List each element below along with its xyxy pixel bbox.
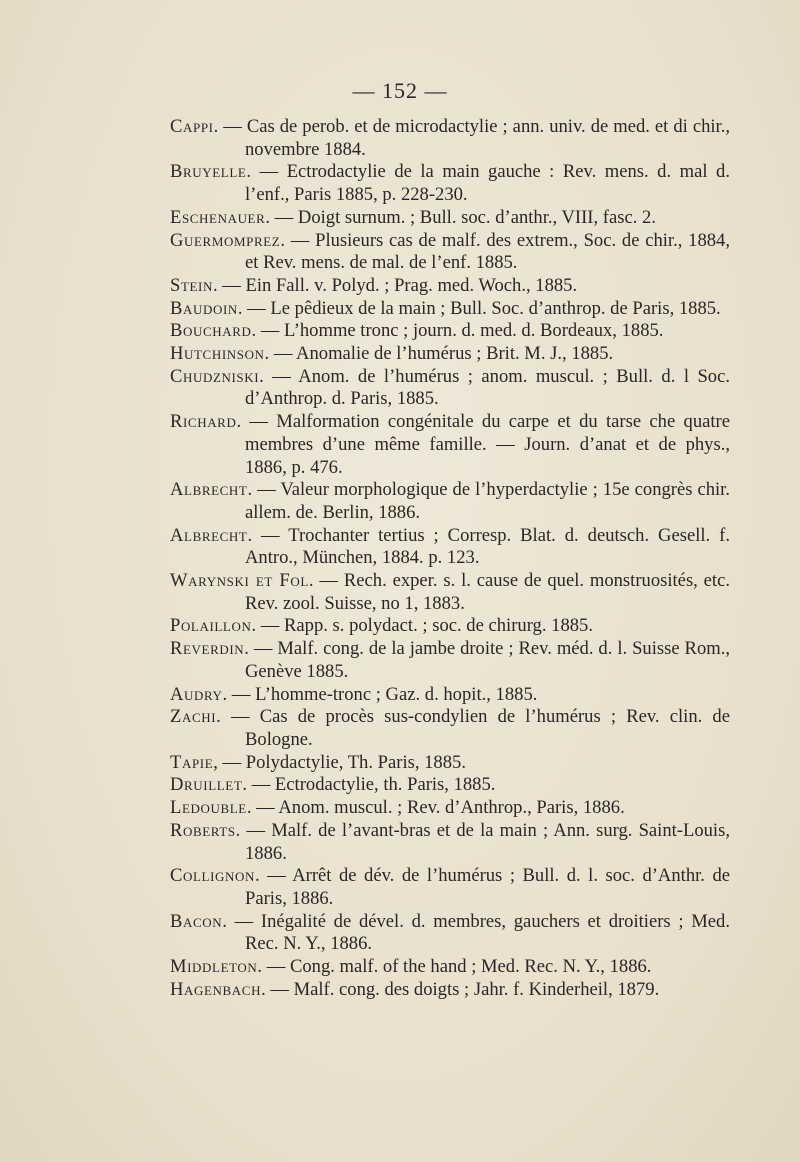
- bibliography-entry: [170, 343, 730, 366]
- entry-text: . — Rapp. s. polydact. ; soc. de chirurg. 1885.: [251, 615, 593, 637]
- entry-text: . — Ectrodactylie de la main gauche : Rev. mens. d. mal d. l’enf., Paris 1885, p. 228-230.: [245, 161, 730, 206]
- bibliography-entry: [170, 706, 730, 751]
- bibliography-entry: [170, 275, 730, 298]
- entry-text: . — Malformation congénitale du carpe et du tarse che quatre membres d’une même famille. — Journ. d’anat et de phys., 1886, p. 476.: [236, 411, 730, 478]
- entry-author: Middleton: [170, 956, 258, 978]
- bibliography-entry: [170, 820, 730, 865]
- entry-author: Ledouble: [170, 797, 247, 819]
- entry-text: . — Inégalité de dével. d. membres, gauchers et droitiers ; Med. Rec. N. Y., 1886.: [222, 910, 730, 955]
- entry-author: Stein: [170, 274, 213, 296]
- entry-author: Baudoin: [170, 297, 238, 319]
- bibliography-entry: [170, 161, 730, 206]
- entry-text: . — Malf. cong. de la jambe droite ; Rev. méd. d. l. Suisse Rom., Genève 1885.: [244, 638, 730, 682]
- bibliography-entry: [170, 752, 730, 775]
- entry-text: . — Valeur morphologique de l’hyperdactylie ; 15e congrès chir. allem. de. Berlin, 1886.: [245, 479, 730, 523]
- entry-author: Cappi: [170, 116, 214, 137]
- entry-author: Bruyelle: [170, 161, 247, 183]
- entry-text: . — Le pêdieux de la main ; Bull. Soc. d’anthrop. de Paris, 1885.: [237, 297, 721, 319]
- entry-text: . — Doigt surnum. ; Bull. soc. d’anthr., VIII, fasc. 2.: [265, 206, 656, 228]
- bibliography-entry: [170, 207, 730, 230]
- bibliography-entry: [170, 320, 730, 343]
- bibliography-entry: [170, 525, 730, 570]
- entry-author: Roberts: [170, 819, 236, 841]
- bibliography-entry: [170, 366, 730, 411]
- bibliography-entry: [170, 411, 730, 479]
- bibliography-entry: [170, 638, 730, 683]
- entry-author: Druillet: [170, 774, 243, 796]
- entry-text: . — Cas de procès sus-condylien de l’humérus ; Rev. clin. de Bologne.: [216, 706, 730, 750]
- entry-author: Eschenauer: [170, 206, 266, 228]
- entry-author: Reverdin: [170, 638, 245, 660]
- entry-author: Polaillon: [170, 615, 252, 637]
- entry-author: Hagenbach: [170, 978, 262, 1000]
- entry-author: Audry: [170, 683, 223, 705]
- entry-text: . — Cas de perob. et de microdactylie ; ann. univ. de med. et di chir., novembre 1884.: [213, 116, 730, 160]
- bibliography-entry: [170, 298, 730, 321]
- entry-text: . — Malf. de l’avant-bras et de la main ; Ann. surg. Saint-Louis, 1886.: [235, 819, 730, 864]
- entry-text: . — Anom. muscul. ; Rev. d’Anthrop., Paris, 1886.: [246, 797, 625, 819]
- bibliography-entry: [170, 979, 730, 1002]
- entry-author: Albrecht: [170, 479, 248, 501]
- bibliography-entry: [170, 865, 730, 910]
- entry-author: Collignon: [170, 865, 255, 887]
- page-number: — 152 —: [352, 78, 448, 103]
- bibliography-list: [170, 116, 730, 1001]
- entry-author: Bacon: [170, 910, 223, 932]
- entry-author: Chudzniski: [170, 365, 260, 387]
- entry-text: . — Ectrodactylie, th. Paris, 1885.: [242, 774, 496, 796]
- bibliography-entry: [170, 684, 730, 707]
- entry-author: Richard: [170, 411, 237, 433]
- entry-text: . — Anom. de l’humérus ; anom. muscul. ; Bull. d. l Soc. d’Anthrop. d. Paris, 1885.: [245, 365, 730, 410]
- bibliography-entry: [170, 774, 730, 797]
- entry-author: Bouchard: [170, 320, 252, 342]
- bibliography-entry: [170, 615, 730, 638]
- entry-author: Zachi: [170, 706, 217, 728]
- entry-text: . — Ein Fall. v. Polyd. ; Prag. med. Woch., 1885.: [212, 274, 578, 296]
- entry-text: . — Rech. exper. s. l. cause de quel. monstruosités, etc. Rev. zool. Suisse, no 1, 1883.: [245, 570, 731, 614]
- entry-text: . — Anomalie de l’humérus ; Brit. M. J., 1885.: [264, 343, 614, 365]
- bibliography-entry: [170, 230, 730, 275]
- entry-text: , — Polydactylie, Th. Paris, 1885.: [213, 751, 466, 773]
- bibliography-entry: [170, 956, 730, 979]
- bibliography-entry: [170, 797, 730, 820]
- entry-text: . — L’homme-tronc ; Gaz. d. hopit., 1885.: [222, 683, 538, 705]
- entry-text: . — Arrêt de dév. de l’humérus ; Bull. d. l. soc. d’Anthr. de Paris, 1886.: [245, 865, 730, 909]
- entry-text: . — Trochanter tertius ; Corresp. Blat. d. deutsch. Gesell. f. Antro., München, 1884. p. 123.: [245, 524, 730, 569]
- entry-author: Warynski et Fol: [170, 570, 309, 592]
- entry-text: . — L’homme tronc ; journ. d. med. d. Bordeaux, 1885.: [251, 320, 664, 342]
- entry-text: . — Malf. cong. des doigts ; Jahr. f. Kinderheil, 1879.: [261, 978, 660, 1000]
- bibliography-entry: [170, 911, 730, 956]
- entry-author: Guermomprez: [170, 229, 281, 251]
- entry-text: . — Cong. malf. of the hand ; Med. Rec. N. Y., 1886.: [257, 956, 652, 978]
- entry-author: Hutchinson: [170, 343, 265, 365]
- entry-author: Tapie: [170, 751, 214, 773]
- bibliography-entry: [170, 116, 730, 161]
- bibliography-entry: [170, 570, 730, 615]
- entry-author: Albrecht: [170, 524, 248, 546]
- bibliography-entry: [170, 479, 730, 524]
- entry-text: . — Plusieurs cas de malf. des extrem., Soc. de chir., 1884, et Rev. mens. de mal. de l’enf. 1885.: [245, 229, 730, 274]
